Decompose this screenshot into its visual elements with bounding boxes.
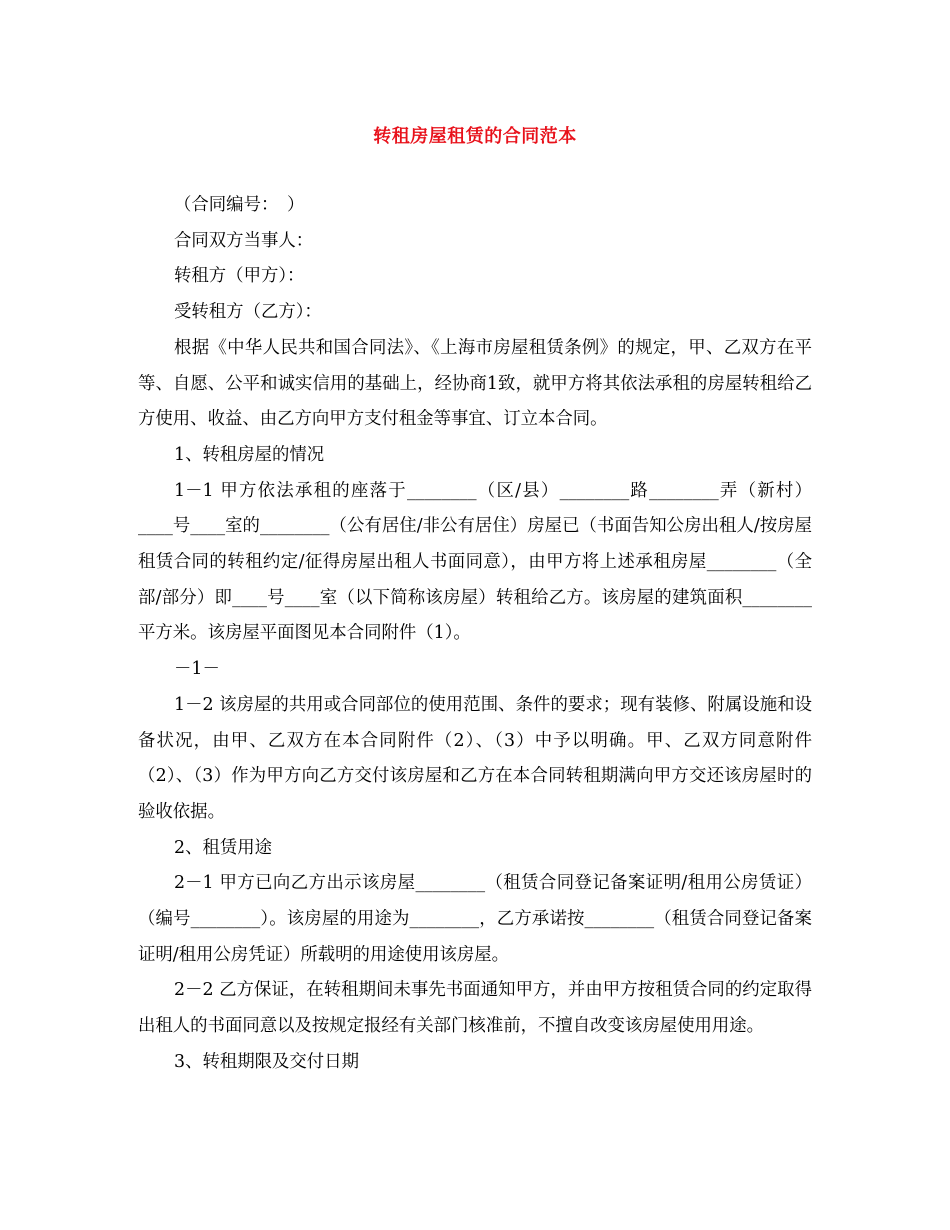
parties-heading: 合同双方当事人： <box>174 230 314 251</box>
section-1-heading: 1、转租房屋的情况 <box>174 444 325 465</box>
preamble-paragraph: 根据《中华人民共和国合同法》、《上海市房屋租赁条例》的规定，甲、乙双方在平等、自愿、公平和诚实信用的基础上，经协商1致，就甲方将其依法承租的房屋转租给乙方使用、收益、由乙方向甲方支付租金等事宜、订立本合同。 <box>138 337 812 430</box>
document-body <box>138 188 812 1081</box>
section-3-heading: 3、转租期限及交付日期 <box>174 1051 359 1072</box>
clause-2-2: 2－2 乙方保证，在转租期间未事先书面通知甲方，并由甲方按租赁合同的约定取得出租人的书面同意以及按规定报经有关部门核准前，不擅自改变该房屋使用用途。 <box>138 980 812 1037</box>
clause-2-1: 2－1 甲方已向乙方出示该房屋________（租赁合同登记备案证明/租用公房赁证）（编号________）。该房屋的用途为________，乙方承诺按________（租赁合同登记备案证明/租用公房凭证）所载明的用途使用该房屋。 <box>138 873 812 965</box>
document-title: 转租房屋租赁的合同范本 <box>373 126 577 147</box>
section-2-heading: 2、租赁用途 <box>174 837 273 858</box>
contract-number: （合同编号： ） <box>174 195 305 215</box>
clause-1-2: 1－2 该房屋的共用或合同部位的使用范围、条件的要求；现有装修、附属设施和设备状况，由甲、乙双方在本合同附件（2）、（3）中予以明确。甲、乙双方同意附件（2）、（3）作为甲方向乙方交付该房屋和乙方在本合同转租期满向甲方交还该房屋时的验收依据。 <box>138 694 812 822</box>
party-b-label: 受转租方（乙方）： <box>174 302 322 323</box>
page-number: －1－ <box>174 659 220 680</box>
clause-1-1: 1－1 甲方依法承租的座落于________（区/县）________路________弄（新村）____号____室的________（公有居住/非公有居住）房屋已（书面告知公房出租人/按房屋租赁合同的转租约定/征得房屋出租人书面同意），由甲方将上述承租房屋________（全部/部分）即____号____室（以下简称该房屋）转租给乙方。该房屋的建筑面积________平方米。该房屋平面图见本合同附件（1）。 <box>138 480 812 644</box>
party-a-label: 转租方（甲方）： <box>174 266 305 287</box>
